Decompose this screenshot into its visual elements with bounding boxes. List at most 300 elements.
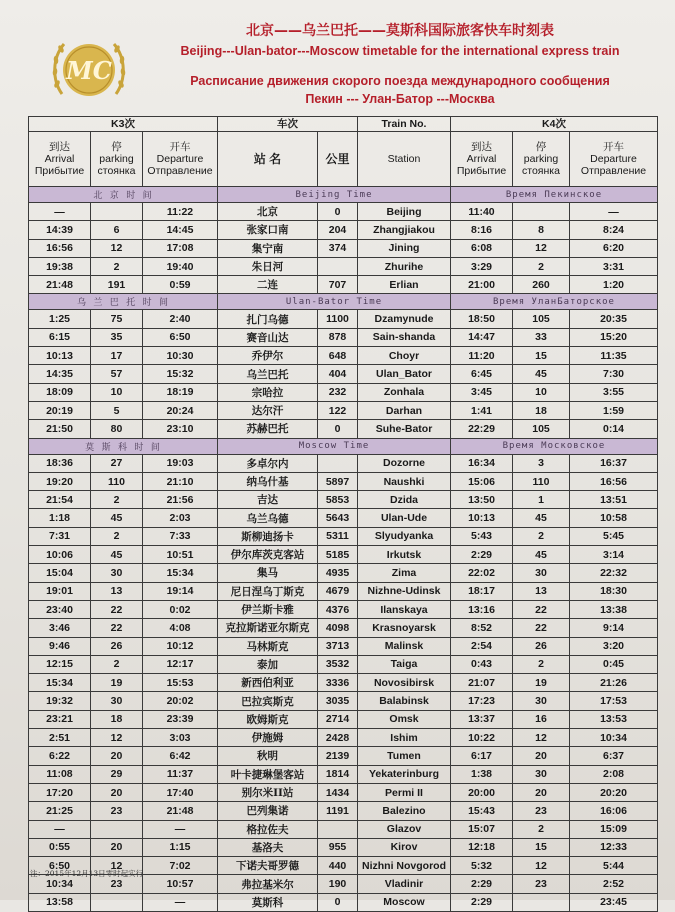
k3-parking-cell: 20 (91, 838, 143, 856)
station-cn-cell: 乌兰巴托 (218, 365, 318, 383)
col-arrival-k4: 到达 Arrival Прибытие (451, 132, 513, 187)
k4-arrival-cell: 22:02 (451, 564, 513, 582)
section-label-en: Moscow Time (218, 438, 451, 454)
k4-departure-cell: 22:32 (570, 564, 658, 582)
station-en-cell: Malinsk (358, 637, 451, 655)
km-cell: 5897 (318, 472, 358, 490)
k3-departure-cell: 20:24 (143, 401, 218, 419)
table-row (29, 600, 658, 618)
station-cn-cell: 张家口南 (218, 221, 318, 239)
k3-arrival-cell: 7:31 (29, 527, 91, 545)
k4-arrival-cell: 11:20 (451, 347, 513, 365)
k3-departure-cell: 15:53 (143, 674, 218, 692)
station-en-cell: Sain-shanda (358, 328, 451, 346)
table-row (29, 401, 658, 419)
k4-parking-cell: 2 (513, 655, 570, 673)
k4-arrival-cell: 11:40 (451, 203, 513, 221)
k3-arrival-cell: 18:36 (29, 454, 91, 472)
k4-parking-cell: 3 (513, 454, 570, 472)
k3-parking-cell: 57 (91, 365, 143, 383)
k3-departure-cell: 12:17 (143, 655, 218, 673)
k4-arrival-cell: 2:29 (451, 875, 513, 893)
station-cn-cell: 伊尔库茨克客站 (218, 546, 318, 564)
k4-departure-cell: 15:09 (570, 820, 658, 838)
table-row (29, 582, 658, 600)
col-departure-k4: 开车 Departure Отправление (570, 132, 658, 187)
station-en-cell: Darhan (358, 401, 451, 419)
k4-parking-cell: 45 (513, 509, 570, 527)
k4-parking-cell: 13 (513, 582, 570, 600)
km-cell (318, 257, 358, 275)
k3-parking-cell: 22 (91, 600, 143, 618)
k3-arrival-cell: 18:09 (29, 383, 91, 401)
col-km: 公里 (318, 132, 358, 187)
station-en-cell: Krasnoyarsk (358, 619, 451, 637)
station-cn-cell: 北京 (218, 203, 318, 221)
k3-departure-cell: 21:56 (143, 491, 218, 509)
k4-departure-cell: 15:20 (570, 328, 658, 346)
k3-parking-cell (91, 820, 143, 838)
k3-arrival-cell: 3:46 (29, 619, 91, 637)
k3-departure-cell: 14:45 (143, 221, 218, 239)
k4-parking-cell: 2 (513, 820, 570, 838)
footnote: 注：2015年12月13日零时起实行 (30, 869, 144, 878)
col-station-en: Station (358, 132, 451, 187)
km-cell: 3713 (318, 637, 358, 655)
k4-departure-cell: 18:30 (570, 582, 658, 600)
section-label-ru: Время Пекинское (451, 187, 658, 203)
k3-arrival-cell: 20:19 (29, 401, 91, 419)
station-en-cell: Suhe-Bator (358, 420, 451, 438)
k3-parking-cell: 20 (91, 783, 143, 801)
k4-departure-cell: 21:26 (570, 674, 658, 692)
station-cn-cell: 纳乌什基 (218, 472, 318, 490)
k4-departure-cell: 5:45 (570, 527, 658, 545)
km-cell: 4679 (318, 582, 358, 600)
station-en-cell: Ilanskaya (358, 600, 451, 618)
title-russian: Расписание движения скорого поезда международного сообщения (190, 74, 610, 88)
station-cn-cell: 集宁南 (218, 239, 318, 257)
k3-departure-cell: 6:42 (143, 747, 218, 765)
station-en-cell: Balabinsk (358, 692, 451, 710)
km-cell: 1191 (318, 802, 358, 820)
k4-parking-cell: 26 (513, 637, 570, 655)
time-zone-section (29, 187, 658, 203)
station-en-cell: Jining (358, 239, 451, 257)
k3-parking-cell: 18 (91, 710, 143, 728)
table-row (29, 472, 658, 490)
table-row (29, 747, 658, 765)
section-label-en: Beijing Time (218, 187, 451, 203)
k4-departure-cell: 1:20 (570, 276, 658, 294)
station-cn-cell: 弗拉基米尔 (218, 875, 318, 893)
km-cell: 4098 (318, 619, 358, 637)
table-row (29, 674, 658, 692)
k3-departure-cell: 17:40 (143, 783, 218, 801)
km-cell: 5311 (318, 527, 358, 545)
station-cn-cell: 欧姆斯克 (218, 710, 318, 728)
k4-parking-cell: 23 (513, 875, 570, 893)
station-cn-cell: 乔伊尔 (218, 347, 318, 365)
k4-arrival-cell: 13:37 (451, 710, 513, 728)
k3-header: K3次 (29, 117, 218, 132)
k3-parking-cell: 10 (91, 383, 143, 401)
station-cn-cell: 乌兰乌德 (218, 509, 318, 527)
k3-parking-cell: 5 (91, 401, 143, 419)
k4-arrival-cell: 3:45 (451, 383, 513, 401)
km-cell: 190 (318, 875, 358, 893)
table-row (29, 564, 658, 582)
k3-parking-cell: 110 (91, 472, 143, 490)
station-en-cell: Glazov (358, 820, 451, 838)
k4-parking-cell: 15 (513, 838, 570, 856)
k4-departure-cell: 0:14 (570, 420, 658, 438)
k3-departure-cell: 15:34 (143, 564, 218, 582)
station-cn-cell: 叶卡捷琳堡客站 (218, 765, 318, 783)
k4-arrival-cell: 21:00 (451, 276, 513, 294)
k3-parking-cell: 26 (91, 637, 143, 655)
station-cn-cell: 莫斯科 (218, 893, 318, 911)
k3-parking-cell: 27 (91, 454, 143, 472)
k4-arrival-cell: 8:16 (451, 221, 513, 239)
k3-parking-cell: 2 (91, 527, 143, 545)
km-cell: 0 (318, 420, 358, 438)
station-en-cell: Ulan_Bator (358, 365, 451, 383)
k3-departure-cell: 19:03 (143, 454, 218, 472)
k4-parking-cell: 1 (513, 491, 570, 509)
table-row (29, 802, 658, 820)
time-zone-section (29, 438, 658, 454)
k4-departure-cell: 13:51 (570, 491, 658, 509)
k3-parking-cell: 191 (91, 276, 143, 294)
station-cn-cell: 赛音山达 (218, 328, 318, 346)
k3-arrival-cell: 21:54 (29, 491, 91, 509)
table-row (29, 276, 658, 294)
k4-departure-cell: 16:37 (570, 454, 658, 472)
train-no-en-header: Train No. (358, 117, 451, 132)
k3-arrival-cell: 19:32 (29, 692, 91, 710)
k3-departure-cell: 23:10 (143, 420, 218, 438)
title-english: Beijing---Ulan-bator---Moscow timetable for the international express train (180, 44, 620, 58)
station-en-cell: Irkutsk (358, 546, 451, 564)
km-cell: 707 (318, 276, 358, 294)
k3-departure-cell: 2:03 (143, 509, 218, 527)
k4-departure-cell: 20:20 (570, 783, 658, 801)
km-cell: 5185 (318, 546, 358, 564)
station-cn-cell: 克拉斯诺亚尔斯克 (218, 619, 318, 637)
k3-parking-cell: 2 (91, 257, 143, 275)
table-row (29, 221, 658, 239)
k3-parking-cell: 12 (91, 729, 143, 747)
k3-departure-cell: 15:32 (143, 365, 218, 383)
k3-departure-cell: 3:03 (143, 729, 218, 747)
section-label-ru: Время УланБаторское (451, 294, 658, 310)
station-cn-cell: 巴拉宾斯克 (218, 692, 318, 710)
k3-parking-cell: 20 (91, 747, 143, 765)
table-row (29, 655, 658, 673)
station-cn-cell: 苏赫巴托 (218, 420, 318, 438)
k4-departure-cell: 5:44 (570, 857, 658, 875)
k4-arrival-cell: 18:50 (451, 310, 513, 328)
k4-parking-cell: 30 (513, 564, 570, 582)
timetable (28, 116, 658, 912)
k3-arrival-cell: 10:13 (29, 347, 91, 365)
k4-departure-cell: 16:56 (570, 472, 658, 490)
k4-parking-cell: 19 (513, 674, 570, 692)
k4-parking-cell: 12 (513, 729, 570, 747)
station-en-cell: Zonhala (358, 383, 451, 401)
k3-departure-cell: — (143, 820, 218, 838)
k3-arrival-cell: 10:34 (29, 875, 91, 893)
k3-arrival-cell: 9:46 (29, 637, 91, 655)
station-en-cell: Nizhni Novgorod (358, 857, 451, 875)
station-en-cell: Kirov (358, 838, 451, 856)
k4-arrival-cell: 6:17 (451, 747, 513, 765)
km-cell: 5853 (318, 491, 358, 509)
k4-departure-cell: 20:35 (570, 310, 658, 328)
station-cn-cell: 达尔汗 (218, 401, 318, 419)
k3-parking-cell: 23 (91, 802, 143, 820)
k3-departure-cell: — (143, 893, 218, 911)
k3-arrival-cell: 6:50 (29, 857, 91, 875)
station-cn-cell: 别尔米II站 (218, 783, 318, 801)
k4-arrival-cell: 6:08 (451, 239, 513, 257)
km-cell: 2139 (318, 747, 358, 765)
k4-departure-cell: 0:45 (570, 655, 658, 673)
k3-parking-cell: 17 (91, 347, 143, 365)
k4-arrival-cell: 1:41 (451, 401, 513, 419)
k3-arrival-cell: 1:18 (29, 509, 91, 527)
table-row (29, 820, 658, 838)
col-parking-k4: 停 parking стоянка (513, 132, 570, 187)
km-cell: 955 (318, 838, 358, 856)
km-cell: 204 (318, 221, 358, 239)
k4-parking-cell: 15 (513, 347, 570, 365)
k4-parking-cell: 105 (513, 420, 570, 438)
k4-parking-cell: 12 (513, 239, 570, 257)
k4-departure-cell: 3:20 (570, 637, 658, 655)
km-cell: 232 (318, 383, 358, 401)
table-row (29, 838, 658, 856)
k4-arrival-cell: 10:22 (451, 729, 513, 747)
km-cell: 440 (318, 857, 358, 875)
table-row (29, 365, 658, 383)
k3-departure-cell: 11:37 (143, 765, 218, 783)
k3-departure-cell: 0:02 (143, 600, 218, 618)
k4-arrival-cell: 15:07 (451, 820, 513, 838)
km-cell: 3035 (318, 692, 358, 710)
k3-departure-cell: 21:10 (143, 472, 218, 490)
mc-logo (48, 28, 130, 110)
k4-arrival-cell: 3:29 (451, 257, 513, 275)
station-en-cell: Ulan-Ude (358, 509, 451, 527)
station-cn-cell: 伊施姆 (218, 729, 318, 747)
timetable-body (29, 187, 658, 912)
k4-parking-cell: 16 (513, 710, 570, 728)
station-en-cell: Slyudyanka (358, 527, 451, 545)
k4-arrival-cell: 21:07 (451, 674, 513, 692)
station-cn-cell: 多卓尔内 (218, 454, 318, 472)
k4-parking-cell: 45 (513, 365, 570, 383)
k3-departure-cell: 7:02 (143, 857, 218, 875)
table-row (29, 420, 658, 438)
k3-parking-cell: 45 (91, 546, 143, 564)
col-departure-k3: 开车 Departure Отправление (143, 132, 218, 187)
k4-departure-cell: 10:34 (570, 729, 658, 747)
k3-parking-cell: 30 (91, 564, 143, 582)
section-label-ru: Время Московское (451, 438, 658, 454)
k3-parking-cell (91, 203, 143, 221)
k3-parking-cell: 45 (91, 509, 143, 527)
col-parking-k3: 停 parking стоянка (91, 132, 143, 187)
k4-parking-cell: 45 (513, 546, 570, 564)
title-russian-route: Пекин --- Улан-Батор ---Москва (305, 92, 495, 106)
k4-parking-cell: 2 (513, 527, 570, 545)
k4-arrival-cell: 13:16 (451, 600, 513, 618)
station-en-cell: Choyr (358, 347, 451, 365)
k4-departure-cell: 8:24 (570, 221, 658, 239)
km-cell: 1814 (318, 765, 358, 783)
k3-parking-cell: 2 (91, 655, 143, 673)
k4-parking-cell (513, 203, 570, 221)
k3-parking-cell: 12 (91, 857, 143, 875)
station-cn-cell: 斯柳迪扬卡 (218, 527, 318, 545)
station-en-cell: Beijing (358, 203, 451, 221)
k3-parking-cell: 13 (91, 582, 143, 600)
k4-parking-cell: 2 (513, 257, 570, 275)
table-row (29, 692, 658, 710)
k4-parking-cell: 12 (513, 857, 570, 875)
k4-parking-cell: 110 (513, 472, 570, 490)
table-row (29, 710, 658, 728)
station-cn-cell: 尼日涅乌丁斯克 (218, 582, 318, 600)
k4-arrival-cell: 6:45 (451, 365, 513, 383)
time-zone-section (29, 294, 658, 310)
k3-parking-cell: 19 (91, 674, 143, 692)
k3-departure-cell: 4:08 (143, 619, 218, 637)
k3-arrival-cell: 2:51 (29, 729, 91, 747)
k3-departure-cell: 19:40 (143, 257, 218, 275)
k3-departure-cell: 17:08 (143, 239, 218, 257)
k4-departure-cell: — (570, 203, 658, 221)
station-en-cell: Dzida (358, 491, 451, 509)
col-station-cn: 站 名 (218, 132, 318, 187)
k4-parking-cell: 8 (513, 221, 570, 239)
k4-parking-cell: 22 (513, 619, 570, 637)
km-cell: 648 (318, 347, 358, 365)
k4-arrival-cell: 1:38 (451, 765, 513, 783)
k3-departure-cell: 20:02 (143, 692, 218, 710)
k3-departure-cell: 21:48 (143, 802, 218, 820)
km-cell: 2714 (318, 710, 358, 728)
table-row (29, 546, 658, 564)
table-row (29, 239, 658, 257)
station-cn-cell: 二连 (218, 276, 318, 294)
k4-arrival-cell: 15:06 (451, 472, 513, 490)
table-row (29, 729, 658, 747)
station-en-cell: Moscow (358, 893, 451, 911)
k3-departure-cell: 18:19 (143, 383, 218, 401)
k3-departure-cell: 19:14 (143, 582, 218, 600)
k3-departure-cell: 6:50 (143, 328, 218, 346)
k3-departure-cell: 10:30 (143, 347, 218, 365)
km-cell: 1434 (318, 783, 358, 801)
k3-arrival-cell: 23:21 (29, 710, 91, 728)
station-cn-cell: 下诺夫哥罗德 (218, 857, 318, 875)
k4-arrival-cell: 12:18 (451, 838, 513, 856)
k3-departure-cell: 10:12 (143, 637, 218, 655)
table-row (29, 509, 658, 527)
km-cell (318, 820, 358, 838)
table-row (29, 527, 658, 545)
k3-parking-cell: 12 (91, 239, 143, 257)
k3-parking-cell: 80 (91, 420, 143, 438)
k4-departure-cell: 10:58 (570, 509, 658, 527)
table-row (29, 257, 658, 275)
k3-arrival-cell: 17:20 (29, 783, 91, 801)
km-cell: 374 (318, 239, 358, 257)
km-cell: 4935 (318, 564, 358, 582)
km-cell: 878 (318, 328, 358, 346)
k3-arrival-cell: 15:04 (29, 564, 91, 582)
k4-departure-cell: 9:14 (570, 619, 658, 637)
k4-departure-cell: 16:06 (570, 802, 658, 820)
km-cell: 404 (318, 365, 358, 383)
k3-departure-cell: 23:39 (143, 710, 218, 728)
k4-parking-cell: 30 (513, 765, 570, 783)
k4-arrival-cell: 8:52 (451, 619, 513, 637)
k4-departure-cell: 2:08 (570, 765, 658, 783)
k3-arrival-cell: 23:40 (29, 600, 91, 618)
table-row (29, 454, 658, 472)
k4-parking-cell (513, 893, 570, 911)
k4-departure-cell: 13:38 (570, 600, 658, 618)
k4-arrival-cell: 2:54 (451, 637, 513, 655)
k3-parking-cell: 23 (91, 875, 143, 893)
k3-arrival-cell: 21:50 (29, 420, 91, 438)
k4-parking-cell: 105 (513, 310, 570, 328)
station-en-cell: Taiga (358, 655, 451, 673)
table-row (29, 783, 658, 801)
k3-arrival-cell: 13:58 (29, 893, 91, 911)
station-cn-cell: 格拉佐夫 (218, 820, 318, 838)
station-en-cell: Ishim (358, 729, 451, 747)
k4-departure-cell: 7:30 (570, 365, 658, 383)
section-label-cn: 北 京 时 间 (29, 187, 218, 203)
k3-parking-cell: 22 (91, 619, 143, 637)
k3-departure-cell: 2:40 (143, 310, 218, 328)
table-row (29, 491, 658, 509)
station-cn-cell: 集马 (218, 564, 318, 582)
k3-departure-cell: 7:33 (143, 527, 218, 545)
k4-parking-cell: 22 (513, 600, 570, 618)
k4-arrival-cell: 22:29 (451, 420, 513, 438)
k4-departure-cell: 6:37 (570, 747, 658, 765)
k3-arrival-cell: 1:25 (29, 310, 91, 328)
k3-parking-cell: 30 (91, 692, 143, 710)
table-row (29, 310, 658, 328)
km-cell: 3336 (318, 674, 358, 692)
k4-departure-cell: 3:55 (570, 383, 658, 401)
k4-arrival-cell: 17:23 (451, 692, 513, 710)
k4-arrival-cell: 16:34 (451, 454, 513, 472)
k4-departure-cell: 13:53 (570, 710, 658, 728)
table-row (29, 383, 658, 401)
k3-arrival-cell: — (29, 203, 91, 221)
k4-parking-cell: 20 (513, 783, 570, 801)
table-row (29, 637, 658, 655)
k3-arrival-cell: 21:48 (29, 276, 91, 294)
